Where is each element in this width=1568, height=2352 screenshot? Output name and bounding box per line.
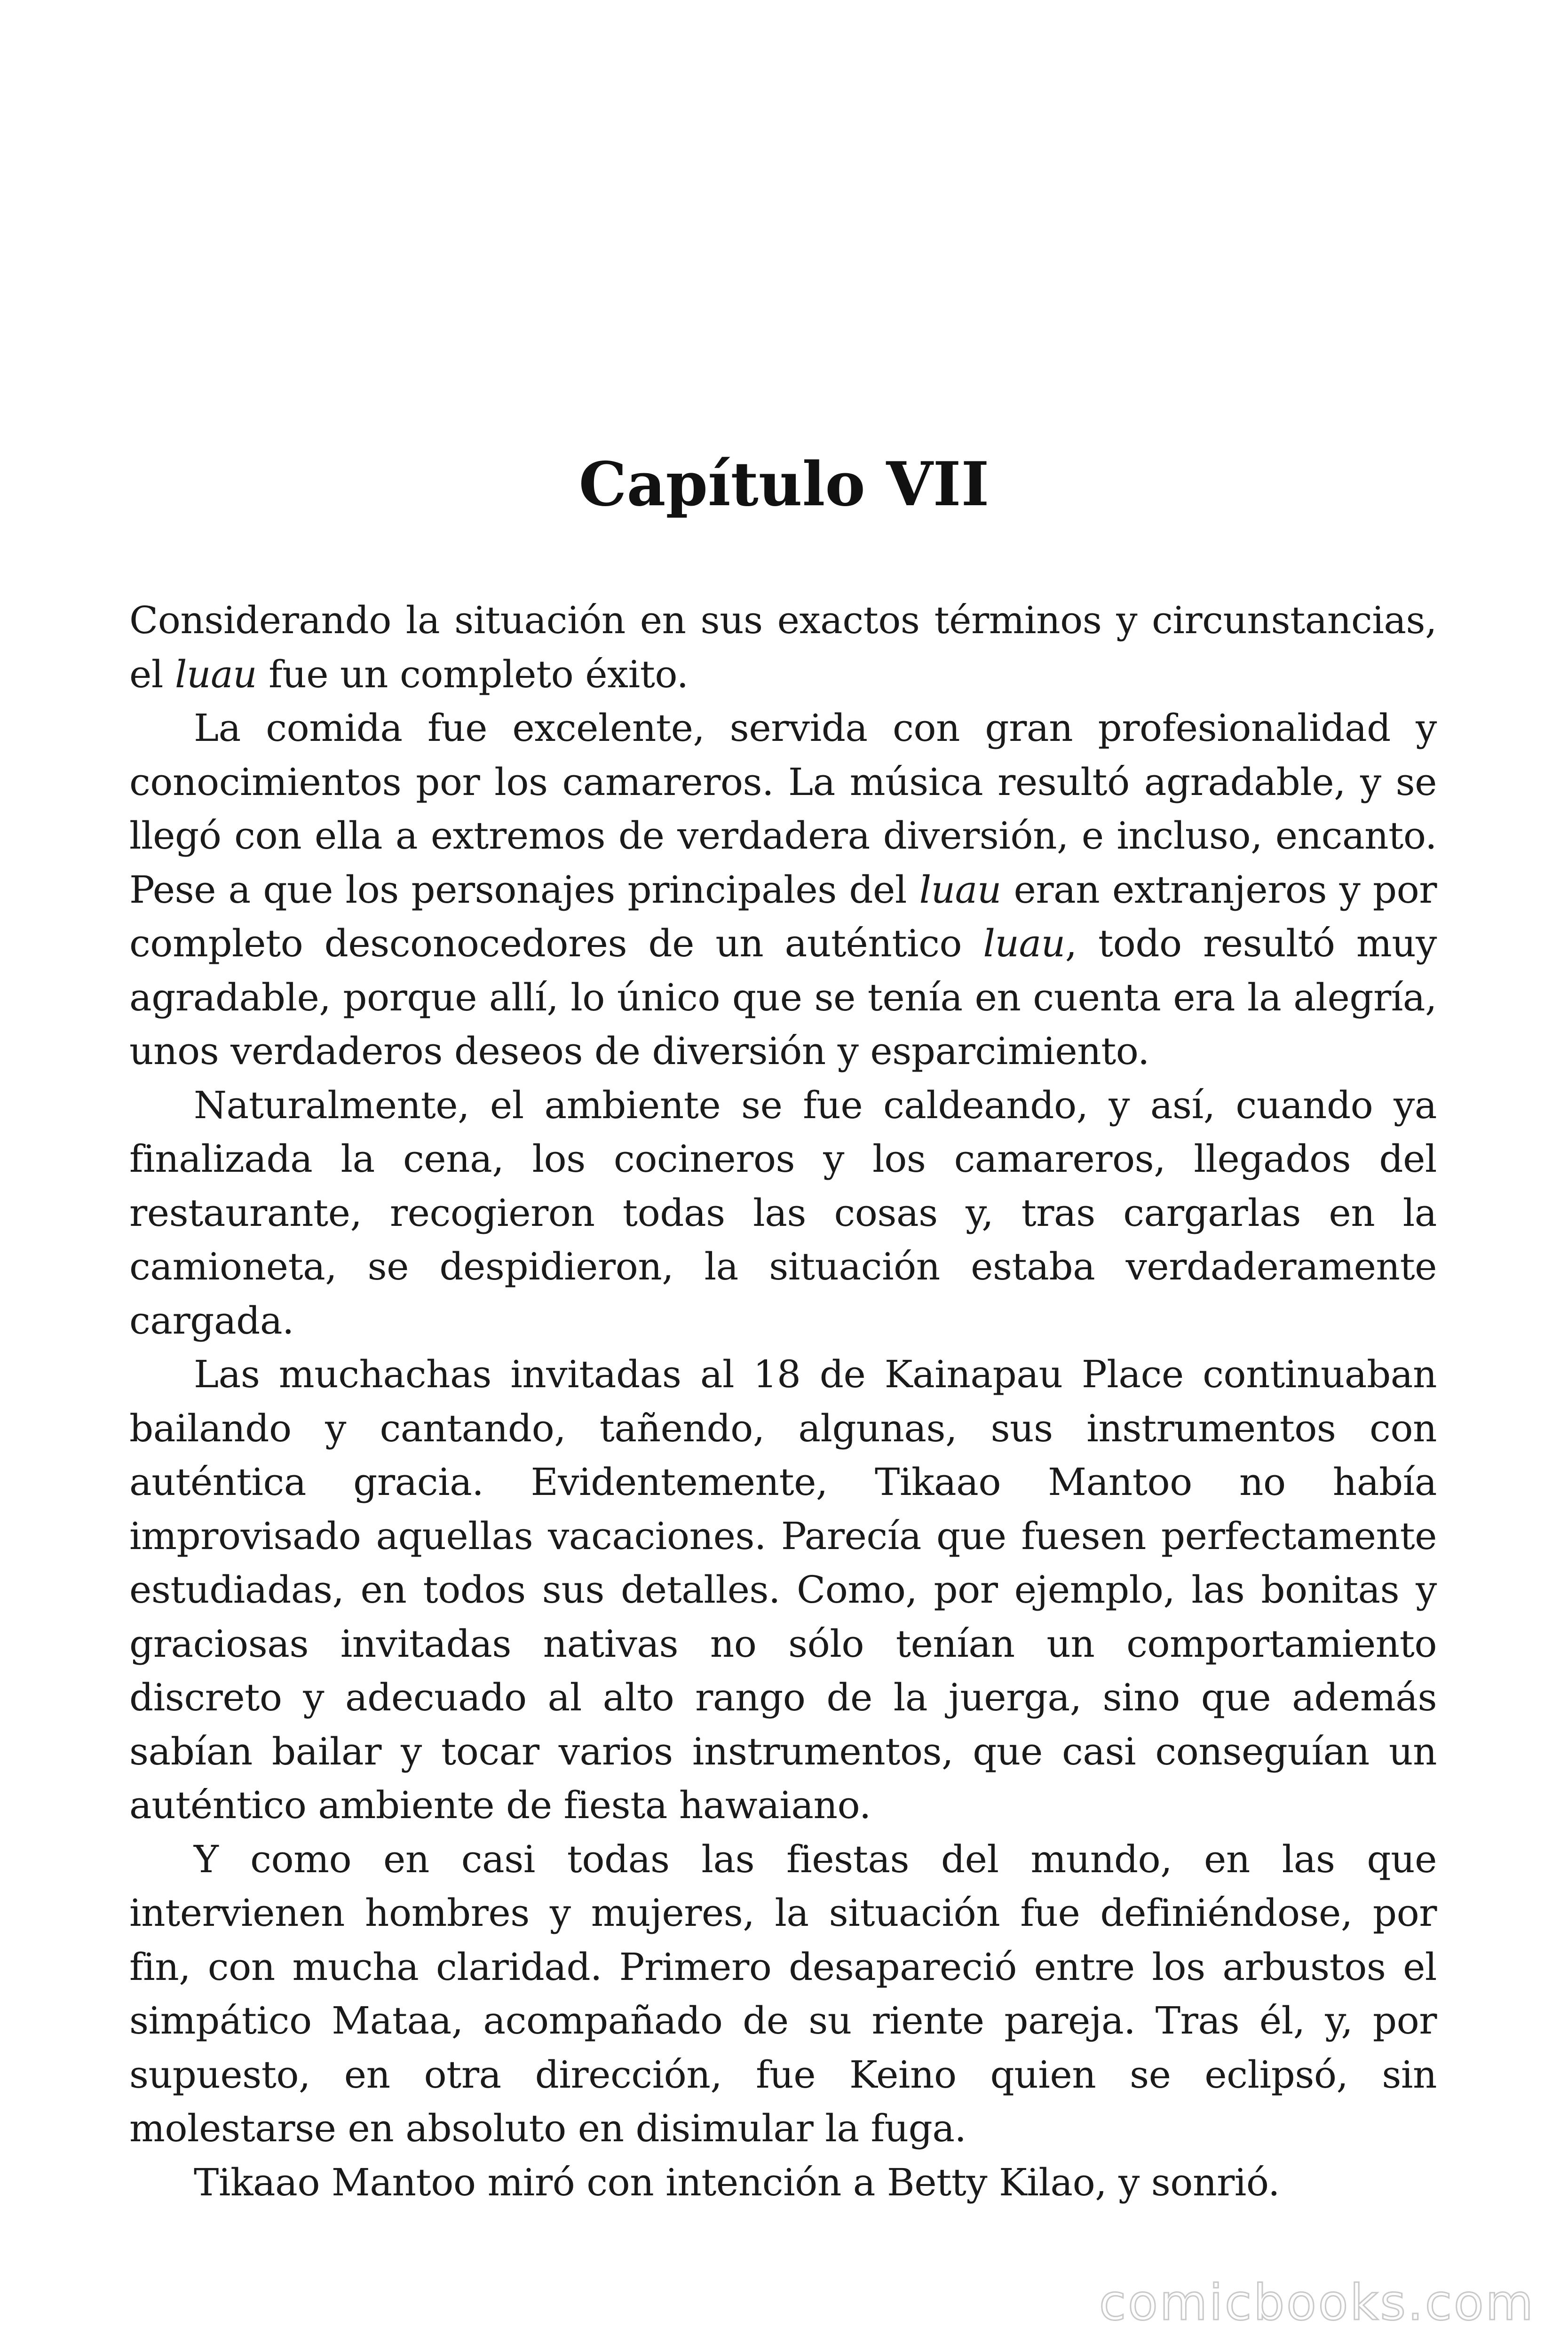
chapter-title: Capítulo VII bbox=[578, 449, 990, 520]
text-segment: , todo resultó muy agradable, porque allí, lo único que se tenía en cuenta era la alegría, unos verdaderos deseos de diversión y esparcimiento. bbox=[129, 922, 1437, 1073]
paragraph-3 bbox=[129, 1079, 1437, 1348]
text-segment: Y como en casi todas las fiestas del mundo, en las que intervienen hombres y mujeres, la situación fue definiéndose, por fin, con mucha claridad. Primero desapareció entre los arbustos el simpático Mataa, acompañado de su riente pareja. Tras él, y, por supuesto, en otra dirección, fue Keino quien se eclipsó, sin molestarse en absoluto en disimular la fuga. bbox=[129, 1837, 1437, 2150]
text-segment: Las muchachas invitadas al 18 de Kainapau Place continuaban bailando y cantando, tañendo, algunas, sus instrumentos con auténtica gracia. Evidentemente, Tikaao Mantoo no había improvisado aquellas vacaciones. Parecía que fuesen perfectamente estudiadas, en todos sus detalles. Como, por ejemplo, las bonitas y graciosas invitadas nativas no sólo tenían un comportamiento discreto y adecuado al alto rango de la juerga, sino que además sabían bailar y tocar varios instrumentos, que casi conseguían un auténtico ambiente de fiesta hawaiano. bbox=[129, 1352, 1437, 1827]
text-segment: Considerando la situación en sus exactos términos y circunstancias, el bbox=[129, 598, 1437, 696]
text-segment: eran extranjeros y por completo desconocedores de un auténtico bbox=[129, 867, 1437, 965]
paragraph-5 bbox=[129, 1833, 1437, 2156]
text-segment: La comida fue excelente, servida con gran profesionalidad y conocimientos por los camareros. La música resultó agradable, y se llegó con ella a extremos de verdadera diversión, e incluso, encanto. Pese a que los personajes principales del bbox=[129, 706, 1437, 912]
paragraph-2 bbox=[129, 701, 1437, 1079]
watermark: comicbooks.com bbox=[1099, 2274, 1535, 2331]
paragraph-4 bbox=[129, 1348, 1437, 1833]
paragraph-6 bbox=[129, 2156, 1437, 2210]
paragraph-1 bbox=[129, 594, 1437, 701]
text-segment: Naturalmente, el ambiente se fue caldeando, y así, cuando ya finalizada la cena, los cocineros y los camareros, llegados del restaurante, recogieron todas las cosas y, tras cargarlas en la camioneta, se despidieron, la situación estaba verdaderamente cargada. bbox=[129, 1083, 1437, 1343]
text-segment: fue un completo éxito. bbox=[257, 652, 689, 696]
italic-term: luau bbox=[174, 652, 257, 696]
italic-term: luau bbox=[919, 867, 1001, 912]
text-segment: Tikaao Mantoo miró con intención a Betty Kilao, y sonrió. bbox=[194, 2160, 1280, 2204]
italic-term: luau bbox=[983, 922, 1065, 965]
chapter-body bbox=[129, 594, 1437, 2209]
